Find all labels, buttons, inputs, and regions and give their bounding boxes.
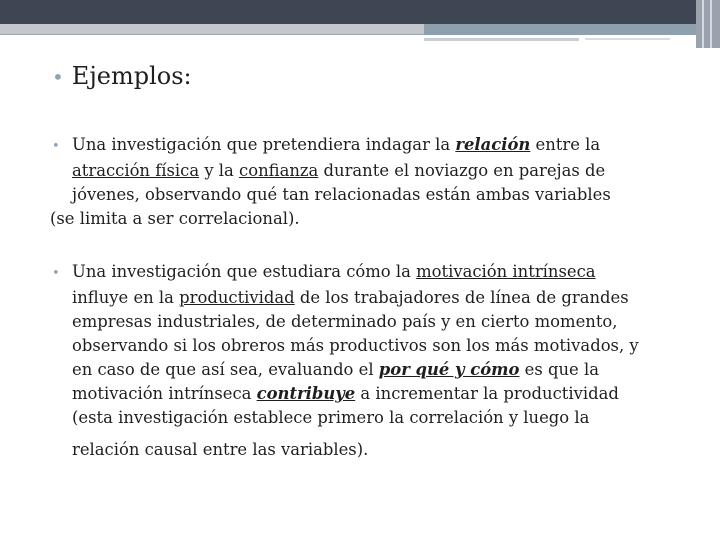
text-span: y la <box>199 161 240 180</box>
text-line <box>52 260 639 286</box>
example-paragraph-2 <box>52 260 639 462</box>
text-line <box>52 358 639 382</box>
text-span: de los trabajadores de línea de grandes <box>294 288 629 307</box>
text-span: es que la <box>519 360 599 379</box>
text-span: influye en la <box>72 288 180 307</box>
text-span: en caso de que así sea, evaluando el <box>72 360 379 379</box>
slide-heading <box>52 60 192 93</box>
underlined-text: motivación intrínseca <box>416 262 596 281</box>
text-line: observando si los obreros más productivos son los más motivados, y <box>72 336 639 355</box>
text-span: Una investigación que estudiara cómo la <box>72 262 417 281</box>
text-span: Una investigación que pretendiera indagar la <box>72 135 456 154</box>
decorative-line <box>424 24 696 35</box>
text-span: a incrementar la productividad <box>355 384 619 403</box>
example-paragraph-1 <box>52 133 611 231</box>
text-line: relación causal entre las variables). <box>72 440 369 459</box>
emphasis-text: relación <box>455 135 531 154</box>
title-bar-decoration <box>0 0 720 24</box>
text-span: durante el noviazgo en parejas de <box>318 161 606 180</box>
corner-block-decoration <box>696 0 720 48</box>
emphasis-text: contribuye <box>256 384 356 403</box>
text-line <box>52 159 611 183</box>
text-line: empresas industriales, de determinado país y en cierto momento, <box>72 312 618 331</box>
bullet-icon: • <box>52 266 60 281</box>
text-span: entre la <box>530 135 601 154</box>
text-line: jóvenes, observando qué tan relacionadas están ambas variables <box>72 185 611 204</box>
text-line <box>52 286 639 310</box>
decorative-line <box>585 38 670 40</box>
bullet-icon: • <box>52 139 60 154</box>
text-span: motivación intrínseca <box>72 384 257 403</box>
text-line <box>52 133 611 159</box>
heading-text: Ejemplos: <box>71 62 192 90</box>
emphasis-text: por qué y cómo <box>378 360 520 379</box>
underlined-text: atracción física <box>72 161 200 180</box>
underlined-text: productividad <box>179 288 295 307</box>
text-line: (se limita a ser correlacional). <box>50 209 300 228</box>
decorative-line <box>424 38 579 41</box>
decorative-line <box>0 34 424 35</box>
text-line <box>52 382 639 406</box>
underlined-text: confianza <box>239 161 319 180</box>
bullet-icon: • <box>52 65 64 89</box>
text-line: (esta investigación establece primero la correlación y luego la <box>72 408 590 427</box>
